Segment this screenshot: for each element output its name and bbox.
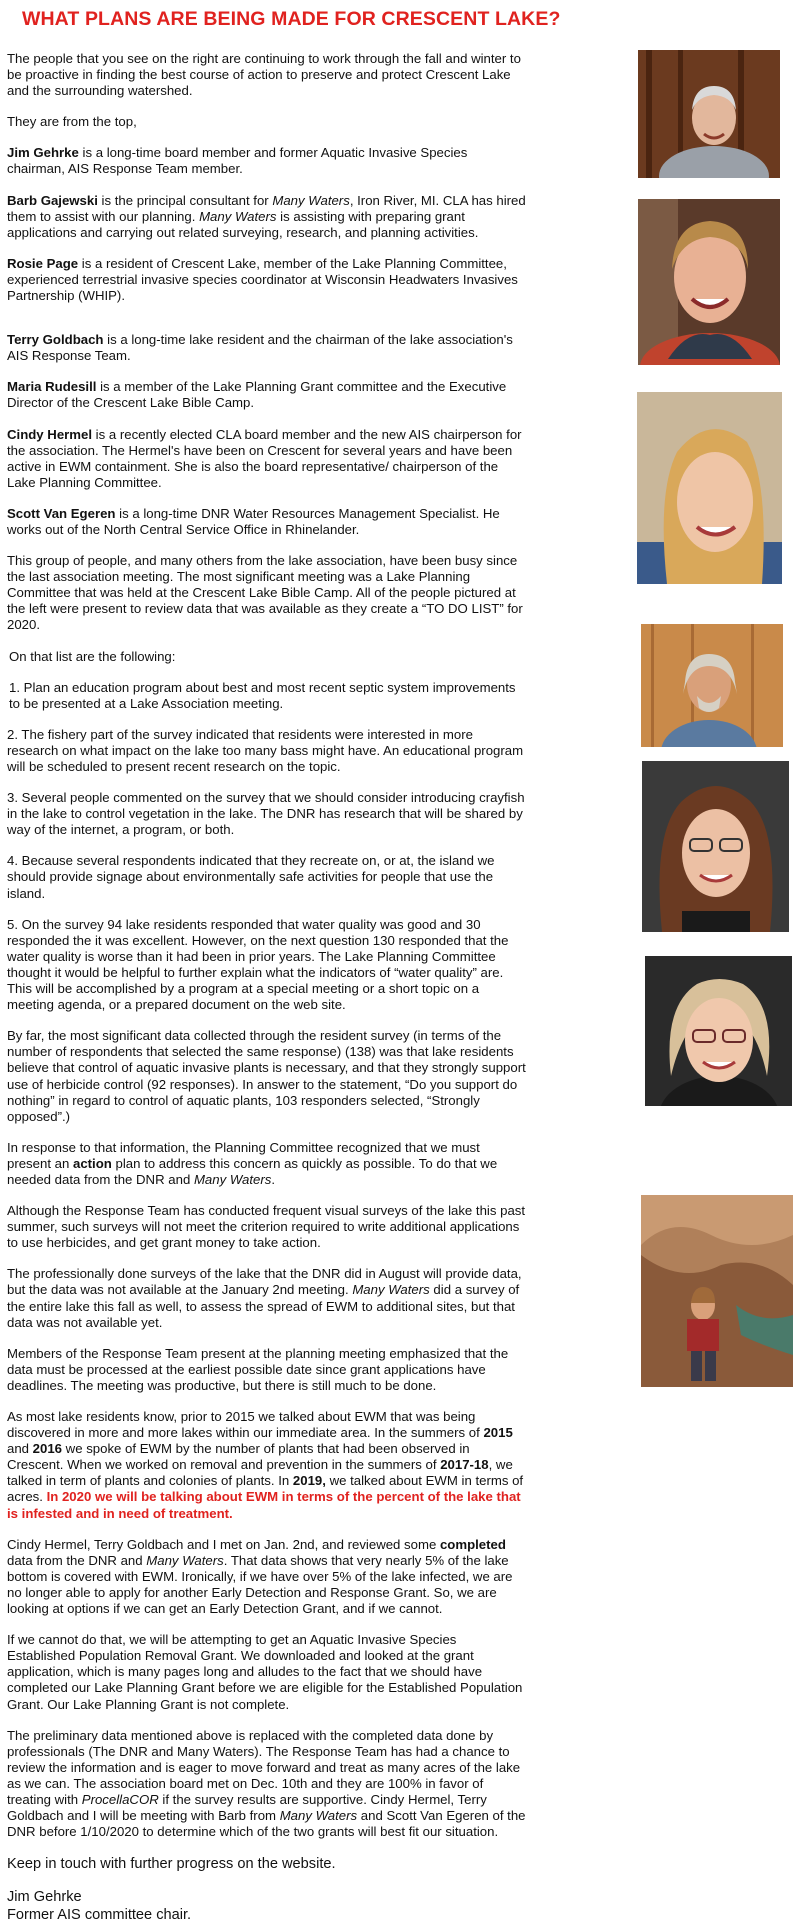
person-name: Cindy Hermel [7, 426, 93, 442]
list-item: 4. Because several respondents indicated that they recreate on, or at, the island we should provide signage about environmentally safe activities for people that use the island. [7, 853, 495, 901]
photo-scott-van-egeren [641, 1195, 793, 1387]
intro-paragraph: The people that you see on the right are continuing to work through the fall and winter to be proactive in finding the best course of action to preserve and protect Crescent Lake and the surrounding watershed. [7, 51, 521, 99]
person-name: Maria Rudesill [7, 379, 97, 395]
keep-in-touch: Keep in touch with further progress on the website. [7, 1856, 336, 1873]
article-body [7, 51, 527, 1924]
photo-terry-goldbach [641, 624, 783, 747]
visual-survey-paragraph: Although the Response Team has conducted frequent visual surveys of the lake this past summer, such surveys will not meet the criterion required to write additional applications to use herbicides, and get grant money to take action. [7, 1203, 526, 1251]
list-item: 3. Several people commented on the survey that we should consider introducing crayfish in the lake to control vegetation in the lake. The DNR has research that will be shared by way of the internet, a program, or both. [7, 790, 525, 838]
response-paragraph: In response to that information, the Planning Committee recognized that we must present an action plan to address this concern as quickly as possible. To do that we needed data from the DNR and Many Waters. [7, 1139, 498, 1187]
signature-block [7, 1888, 527, 1924]
signature-name: Jim Gehrke [7, 1889, 82, 1906]
photo-maria-rudesill [642, 761, 789, 932]
page-title: WHAT PLANS ARE BEING MADE FOR CRESCENT LAKE? [22, 8, 561, 30]
person-name: Jim Gehrke [7, 145, 79, 161]
preliminary-data-paragraph: The preliminary data mentioned above is replaced with the completed data done by professionals (The DNR and Many Waters). The Response Team has had a chance to review the information and is eager to move forward and treat as many acres of the lake as we can. The association board met on Dec. 10th and they are 100% in favor of treating with ProcellaCOR if the survey results are supportive. Cindy Hermel, Terry Goldbach and I will be meeting with Barb from Many Waters and Scott Van Egeren of the DNR before 1/10/2020 to determine which of the two grants will best fit our situation. [7, 1727, 526, 1840]
list-item: 5. On the survey 94 lake residents responded that water quality was good and 30 responded the it was excellent. However, on the next question 130 responded that the water quality is worse than it had been in prior years. The Lake Planning Committee thought it would be helpful to further explain what the indicators of “water quality” are. This will be accomplished by a program at a special meeting or a short topic on a meeting agenda, or a prepared document on the web site. [7, 916, 509, 1013]
group-paragraph: This group of people, and many others from the lake association, have been busy since the last association meeting. The most significant meeting was a Lake Planning Committee that was held at the Crescent Lake Bible Camp. All of the people pictured at the left were present to review data that was available as they create a “TO DO LIST” for 2020. [7, 553, 523, 633]
survey-paragraph: By far, the most significant data collected through the resident survey (in terms of the number of respondents that selected the same response) (138) was that lake residents believe that control of aquatic invasive plants is necessary, and that they strongly support use of herbicide control (92 responses). In answer to the statement, “Do you support do nothing” in regard to control of aquatic plants, 103 responders selected, “Strongly opposed”.) [7, 1028, 526, 1124]
list-item: 1. Plan an education program about best and most recent septic system improvements to be presented at a Lake Association meeting. [9, 679, 516, 711]
photo-jim-gehrke [638, 50, 780, 178]
person-maria: Maria Rudesill is a member of the Lake Planning Grant committee and the Executive Director of the Crescent Lake Bible Camp. [7, 379, 507, 411]
ewm-history-paragraph: As most lake residents know, prior to 2015 we talked about EWM that was being discovered in more and more lakes within our immediate area. In the summers of 2015 and 2016 we spoke of EWM by the number of plants that had been observed in Crescent. When we worked on removal and prevention in the summers of 2017-18, we talked in term of plants and colonies of plants. In 2019, we talked about EWM in terms of acres. In 2020 we will be talking about EWM in terms of the percent of the lake that is infested and in need of treatment. [7, 1409, 524, 1521]
person-scott: Scott Van Egeren is a long-time DNR Water Resources Management Specialist. He works out of the North Central Service Office in Rhinelander. [7, 505, 500, 537]
person-jim: Jim Gehrke is a long-time board member and former Aquatic Invasive Species chairman, AIS Response Team member. [7, 145, 468, 177]
person-name: Rosie Page [7, 255, 79, 271]
members-paragraph: Members of the Response Team present at the planning meeting emphasized that the data must be processed at the earliest possible date since grant applications have deadlines. The meeting was productive, but there is still much to be done. [7, 1345, 509, 1393]
person-name: Scott Van Egeren [7, 505, 116, 521]
person-terry: Terry Goldbach is a long-time lake resident and the chairman of the lake association's AIS Response Team. [7, 332, 513, 364]
photo-rosie-page [637, 392, 782, 584]
jan-meeting-paragraph: Cindy Hermel, Terry Goldbach and I met on Jan. 2nd, and reviewed some completed data from the DNR and Many Waters. That data shows that very nearly 5% of the lake bottom is covered with EWM. Ironically, if we have over 5% of the lake infected, we are no longer able to apply for another Early Detection and Response Grant. So, we are looking at options if we can get an Early Detection Grant, and if we cannot. [7, 1536, 513, 1617]
list-intro: On that list are the following: [9, 648, 176, 664]
person-barb: Barb Gajewski is the principal consultant for Many Waters, Iron River, MI. CLA has hired them to assist with our planning. Many Waters is assisting with preparing grant applications and carrying out related surveying, research, and planning activities. [7, 192, 526, 240]
list-item: 2. The fishery part of the survey indicated that residents were interested in more research on what impact on the lake too many bass might have. An educational program will be scheduled to present recent research on the topic. [7, 726, 524, 774]
signature-role: Former AIS committee chair. [7, 1907, 192, 1924]
person-rosie: Rosie Page is a resident of Crescent Lake, member of the Lake Planning Committee, experienced terrestrial invasive species coordinator at Wisconsin Headwaters Invasives Partnership (WHIP). [7, 255, 518, 304]
dnr-survey-paragraph: The professionally done surveys of the lake that the DNR did in August will provide data, but the data was not available at the January 2nd meeting. Many Waters did a survey of the entire lake this fall as well, to assess the spread of EWM to additional sites, but that data was not available yet. [7, 1266, 522, 1330]
highlight-2020: In 2020 we will be talking about EWM in terms of the percent of the lake that is infested and in need of treatment. [7, 1489, 521, 1521]
photo-barb-gajewski [638, 199, 780, 365]
person-name: Terry Goldbach [7, 332, 104, 348]
grant-paragraph: If we cannot do that, we will be attempting to get an Aquatic Invasive Species Established Population Removal Grant. We downloaded and looked at the grant application, which is many pages long and alludes to the fact that we should have completed our Lake Planning Grant before we are eligible for the Established Population Grant. Our Lake Planning Grant is not complete. [7, 1632, 523, 1712]
person-name: Barb Gajewski [7, 192, 98, 208]
person-cindy: Cindy Hermel is a recently elected CLA board member and the new AIS chairperson for the association. The Hermel's have been on Crescent for several years and have been active in EWM containment. She is also the board representative/ chairperson of the Lake Planning Committee. [7, 426, 522, 490]
photo-cindy-hermel [645, 956, 792, 1106]
they-are-line: They are from the top, [7, 114, 137, 130]
